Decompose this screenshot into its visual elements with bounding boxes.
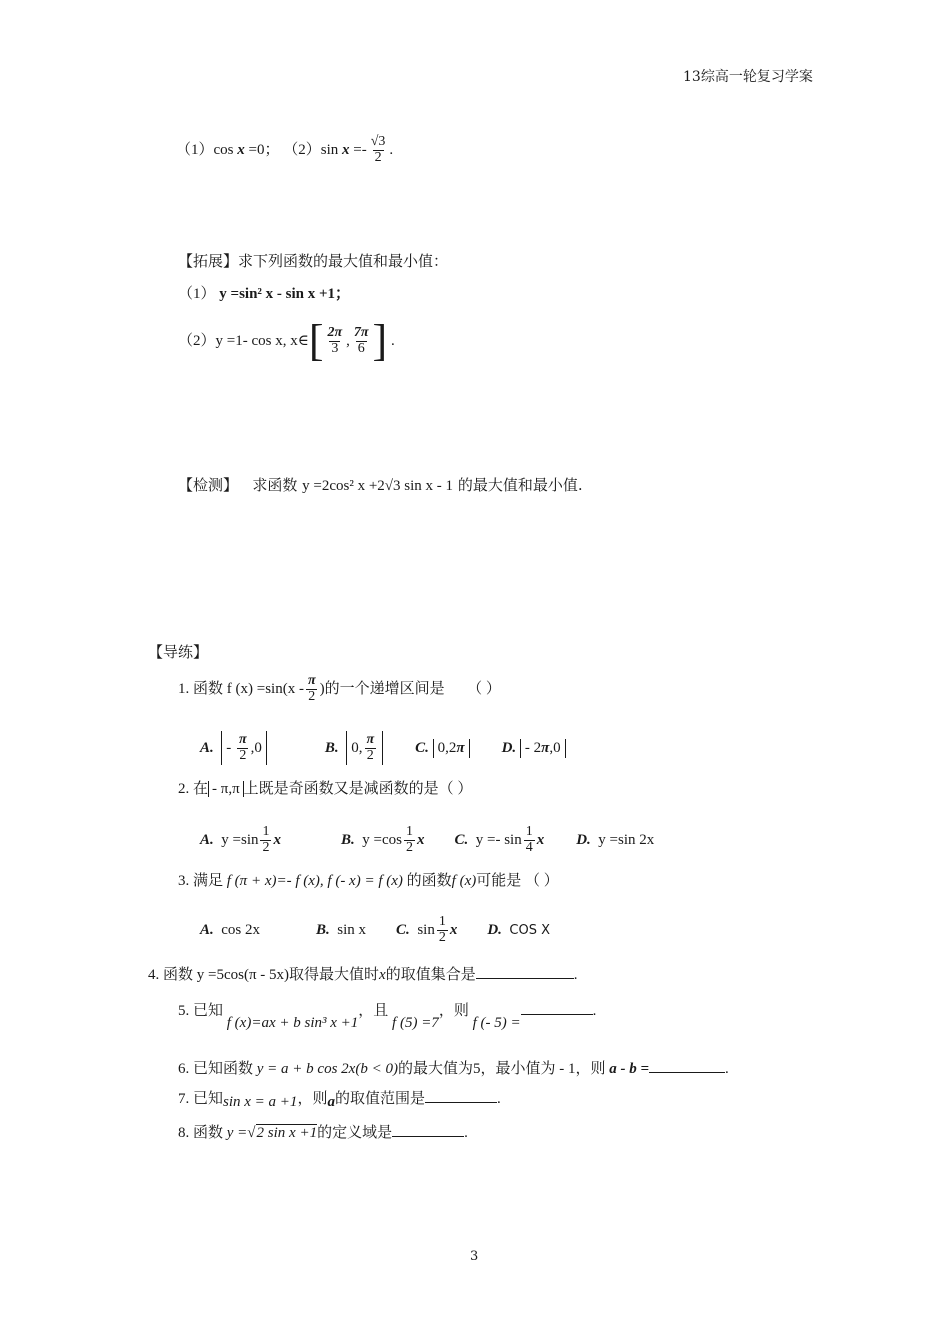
question-text: 的取值范围是 bbox=[334, 1091, 425, 1107]
question-7 bbox=[178, 1090, 501, 1110]
option-label-c: C. bbox=[415, 739, 429, 756]
option-b-value: 0, $\frac{\pi}{2}$ bbox=[346, 731, 383, 765]
item-number: （2） bbox=[283, 141, 321, 158]
option-a-value: - $\frac{\pi}{2}$ ,0 bbox=[221, 731, 267, 765]
question-text: )的一个递增区间是 bbox=[319, 680, 445, 697]
period: . bbox=[592, 1003, 597, 1019]
question-text: 的定义域是 bbox=[317, 1125, 393, 1141]
question-3 bbox=[178, 874, 559, 889]
question-text: 2. 在 bbox=[178, 781, 209, 797]
max-value: 5 bbox=[472, 1061, 481, 1077]
jiance-post: 的最大值和最小值. bbox=[457, 476, 583, 494]
condition-expression: f (π + x)=- f (x), f (- x) = f (x) bbox=[226, 873, 403, 889]
question-8: 8. 函数 y =√2 sin x +1的定义域是 . bbox=[178, 1125, 468, 1141]
section-text: 求下列函数的最大值和最小值： bbox=[238, 252, 449, 270]
jiance-pre: 求函数 bbox=[252, 476, 298, 494]
question-5 bbox=[178, 1002, 597, 1031]
period: . bbox=[464, 1125, 468, 1141]
question-2 bbox=[178, 782, 472, 797]
section-label: 【拓展】 bbox=[178, 252, 239, 270]
question-text: ，最小值为 bbox=[480, 1061, 556, 1077]
fraction: $\frac{√3}{2}$ bbox=[370, 133, 386, 165]
option-label-a: A. bbox=[200, 921, 214, 938]
question-expression: f (x) =sin(x - bbox=[226, 680, 304, 697]
question-text: 3. 满足 bbox=[178, 873, 224, 889]
section-label: 【检测】 bbox=[178, 476, 239, 494]
interval: - π,π bbox=[208, 781, 244, 797]
question-text: 取得最大值时 bbox=[289, 967, 380, 983]
option-label-b: B. bbox=[316, 921, 330, 938]
jiance-line bbox=[178, 478, 583, 494]
answer-blank[interactable] bbox=[476, 966, 574, 979]
header-title: 13综高一轮复习学案 bbox=[683, 69, 813, 85]
option-c-value: sin bbox=[417, 921, 435, 938]
question-2-options: A. y =sin $\frac{1}{2}$ x B. y =cos $\frac{1}{2}$ x C. y =- sin $\frac{1}{4}$ x D. y =sin 2x bbox=[200, 823, 655, 855]
daolian-heading: 【导练】 bbox=[148, 643, 209, 661]
question-expression: f (x)=ax + b sin³ x +1 bbox=[226, 1015, 359, 1031]
item-number: （1） bbox=[176, 141, 214, 158]
item-expression: y =sin² x - sin x +1； bbox=[219, 286, 351, 302]
answer-blank[interactable] bbox=[521, 1002, 593, 1015]
question-expression: f (- 5) = bbox=[472, 1015, 521, 1031]
equation-line: （1） cos x =0； （2） sin x =- $\frac{√3}{2}$ . bbox=[176, 133, 394, 165]
question-text: ，且 bbox=[358, 1003, 389, 1019]
tuozhan-heading bbox=[178, 254, 448, 269]
function-symbol: f (x) bbox=[451, 873, 477, 889]
option-label-d: D. bbox=[487, 921, 502, 938]
period: . bbox=[390, 332, 395, 349]
question-text: 4. 函数 bbox=[148, 967, 194, 983]
item-number: （1） bbox=[178, 286, 216, 302]
question-3-options: A. cos 2x B. sin x C. sin $\frac{1}{2}$ x D. COS X bbox=[200, 913, 551, 945]
option-c-value: y =- sin bbox=[475, 831, 522, 848]
option-d-value: y =sin 2x bbox=[598, 831, 655, 848]
question-expression: y =5cos(π - 5x) bbox=[196, 967, 290, 983]
page-number: 3 bbox=[470, 1249, 479, 1264]
variable: a bbox=[327, 1094, 335, 1110]
question-text: 1. 函数 bbox=[178, 680, 224, 697]
option-label-b: B. bbox=[340, 831, 355, 848]
period: . bbox=[389, 141, 394, 158]
question-6 bbox=[178, 1060, 729, 1077]
option-d-value: - 2π,0 bbox=[520, 739, 566, 758]
cos-term: cos bbox=[213, 141, 234, 158]
option-a-value: cos 2x bbox=[221, 921, 261, 938]
jiance-expression: y =2cos² x +2√3 sin x - 1 bbox=[302, 478, 454, 494]
option-a-value: y =sin bbox=[221, 831, 259, 848]
min-value: - 1 bbox=[559, 1061, 576, 1077]
period: . bbox=[573, 967, 578, 983]
fraction: $\frac{\pi}{2}$ bbox=[307, 672, 316, 704]
option-b-value: y =cos bbox=[362, 831, 402, 848]
question-text: 上既是奇函数又是减函数的是（ ） bbox=[243, 781, 473, 797]
question-expression: y = a + b cos 2x(b < 0) bbox=[256, 1061, 398, 1077]
question-text: 的取值集合是 bbox=[385, 967, 476, 983]
answer-paren: （ ） bbox=[467, 680, 501, 697]
option-label-c: C. bbox=[396, 921, 410, 938]
option-b-value: sin x bbox=[337, 921, 367, 938]
question-1 bbox=[178, 668, 501, 710]
equals-zero: =0； bbox=[248, 141, 280, 158]
question-text: 7. 已知 bbox=[178, 1091, 224, 1107]
question-text: ，则 bbox=[438, 1003, 469, 1019]
item-number: （2） bbox=[178, 332, 216, 349]
fraction-a: $\frac{2\pi}{3}$ bbox=[327, 324, 343, 356]
fraction-b: $\frac{7\pi}{6}$ bbox=[353, 324, 369, 356]
question-text: 可能是 （ ） bbox=[476, 873, 559, 889]
item-expression: y =1- cos x, x∈ bbox=[215, 332, 309, 349]
option-label-c: C. bbox=[454, 831, 469, 848]
question-text: ，则 bbox=[575, 1061, 606, 1077]
option-d-value: COS X bbox=[509, 922, 551, 938]
question-expression: sin x = a +1 bbox=[223, 1094, 298, 1110]
answer-blank[interactable] bbox=[392, 1124, 464, 1137]
answer-blank[interactable] bbox=[425, 1090, 497, 1103]
question-text: 8. 函数 bbox=[178, 1125, 224, 1141]
option-label-d: D. bbox=[501, 739, 517, 756]
question-4 bbox=[148, 966, 577, 983]
option-label-b: B. bbox=[324, 739, 339, 756]
question-text: 的最大值为 bbox=[397, 1061, 473, 1077]
sin-term: sin bbox=[320, 141, 339, 158]
option-label-a: A. bbox=[200, 831, 214, 848]
question-text: 的函数 bbox=[406, 873, 452, 889]
option-label-a: A. bbox=[200, 739, 214, 756]
root-expression: 2 sin x +1 bbox=[256, 1125, 318, 1141]
question-text: ，则 bbox=[297, 1091, 328, 1107]
question-text: 5. 已知 bbox=[178, 1003, 224, 1019]
question-text: 6. 已知函数 bbox=[178, 1061, 254, 1077]
period: . bbox=[496, 1091, 501, 1107]
variable: x bbox=[379, 967, 386, 983]
tuozhan-item-2: （2） y =1- cos x, x∈ [ $\frac{2\pi}{3}$ , $\frac{7\pi}{6}$ ] . bbox=[178, 316, 395, 365]
question-expression: a - b = bbox=[609, 1061, 650, 1077]
answer-blank[interactable] bbox=[649, 1060, 725, 1073]
option-c-value: 0,2π bbox=[433, 739, 470, 758]
question-1-options bbox=[200, 726, 566, 770]
period: . bbox=[725, 1061, 729, 1077]
tuozhan-item-1 bbox=[178, 287, 350, 302]
question-expression: y = bbox=[226, 1125, 248, 1141]
question-expression: f (5) =7 bbox=[392, 1015, 439, 1031]
equals-minus: =- bbox=[353, 141, 367, 158]
option-label-d: D. bbox=[576, 831, 591, 848]
